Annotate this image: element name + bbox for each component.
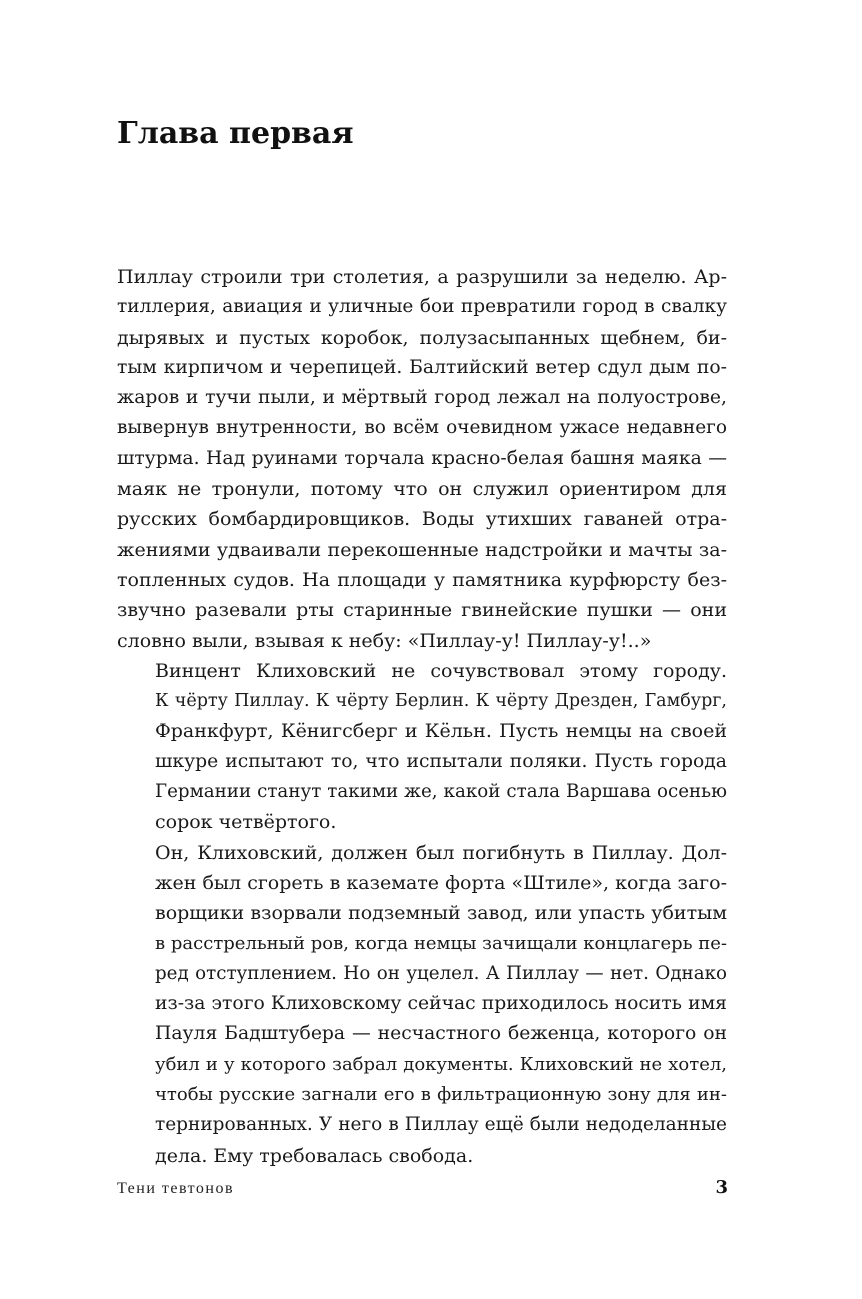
text-line: Винцент Клиховский не сочувствовал этому городу. xyxy=(155,659,727,682)
text-line: Франкфурт, Кёнигсберг и Кёльн. Пусть немцы на своей xyxy=(155,720,727,743)
chapter-title: Глава первая xyxy=(117,116,354,151)
page-number: 3 xyxy=(715,1177,728,1198)
text-line: ворщики взорвали подземный завод, или упасть убитым xyxy=(155,902,727,925)
text-line: К чёрту Пиллау. К чёрту Берлин. К чёрту Дрезден, Гамбург, xyxy=(155,691,727,712)
text-line: Германии станут такими же, какой стала Варшава осенью xyxy=(155,781,727,803)
text-line: тернированных. У него в Пиллау ещё были недоделанные xyxy=(155,1114,727,1136)
text-line: Пауля Бадштубера — несчастного беженца, которого он xyxy=(155,1023,727,1045)
running-footer-book-title: Тени тевтонов xyxy=(117,1180,235,1197)
text-line: словно выли, взывая к небу: «Пиллау-у! Пиллау-у!..» xyxy=(117,629,652,652)
text-line: тым кирпичом и черепицей. Балтийский ветер сдул дым по- xyxy=(117,356,727,378)
text-line: маяк не тронули, потому что он служил ориентиром для xyxy=(117,478,727,501)
text-line: сорок четвёртого. xyxy=(155,811,337,834)
text-line: Он, Клиховский, должен был погибнуть в Пиллау. Дол- xyxy=(155,841,727,864)
text-line: из-за этого Клиховскому сейчас приходилось носить имя xyxy=(155,993,727,1015)
text-line: вывернув внутренности, во всём очевидном ужасе недавнего xyxy=(117,417,727,439)
text-line: ред отступлением. Но он уцелел. А Пиллау — нет. Однако xyxy=(155,962,727,984)
text-line: жениями удваивали перекошенные надстройки и мачты за- xyxy=(117,538,727,561)
text-line: звучно разевали рты старинные гвинейские пушки — они xyxy=(117,599,727,622)
text-line: дела. Ему требовалась свобода. xyxy=(155,1144,474,1167)
text-line: жаров и тучи пыли, и мёртвый город лежал на полуострове, xyxy=(117,387,727,409)
chapter-body xyxy=(117,262,727,1171)
text-line: штурма. Над руинами торчала красно-белая башня маяка — xyxy=(117,447,727,469)
text-line: шкуре испытают то, что испытали поляки. Пусть города xyxy=(155,750,727,772)
text-line: дырявых и пустых коробок, полузасыпанных щебнем, би- xyxy=(117,326,727,349)
text-line: тиллерия, авиация и уличные бои превратили город в свалку xyxy=(117,296,727,318)
text-line: чтобы русские загнали его в фильтрационную зону для ин- xyxy=(155,1084,727,1106)
text-line: в расстрельный ров, когда немцы зачищали концлагерь пе- xyxy=(155,932,727,954)
paragraph xyxy=(117,838,727,1171)
text-line: русских бомбардировщиков. Воды утихших гаваней отра- xyxy=(117,508,727,531)
text-line: жен был сгореть в каземате форта «Штиле», когда заго- xyxy=(155,871,727,894)
paragraph xyxy=(117,262,727,656)
text-line: топленных судов. На площади у памятника курфюрсту без- xyxy=(117,568,727,591)
text-line: убил и у которого забрал документы. Клиховский не хотел, xyxy=(155,1053,727,1075)
text-line: Пиллау строили три столетия, а разрушили за неделю. Ар- xyxy=(117,266,727,288)
paragraph xyxy=(117,656,727,838)
